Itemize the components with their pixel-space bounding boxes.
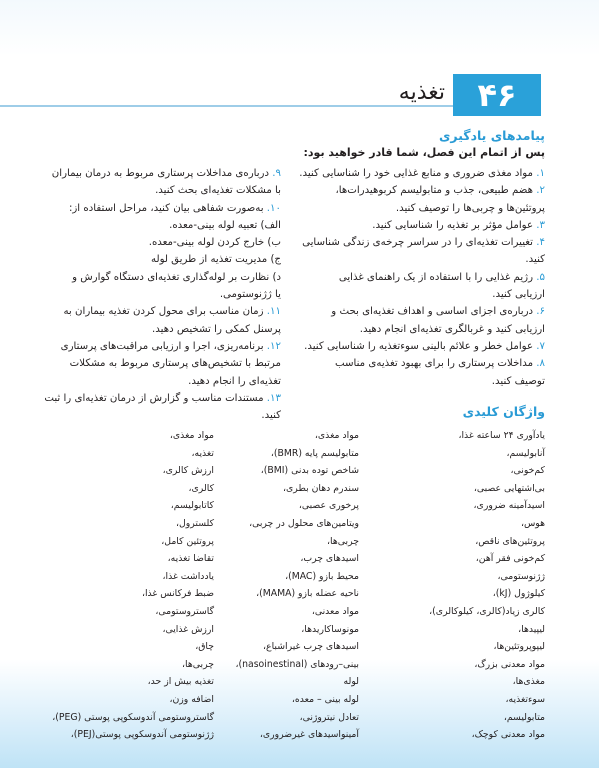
objective-text: تغییرات تغذیه‌ای را در سراسر چرخه‌ی زندگی شناسایی <box>302 237 537 249</box>
keyword-item: اضافه وزن، <box>169 693 214 705</box>
objective-line <box>3 303 281 320</box>
objective-line <box>267 251 545 268</box>
keyword-item: گاستروستومی آندوسکوپی پوستی (PEG)، <box>52 711 214 723</box>
objective-text: یا ژژنوستومی. <box>219 289 281 301</box>
objective-text: مستندات مناسب و گزارش از درمان تغذیه‌ای را ثبت <box>44 392 267 404</box>
objective-line <box>267 165 545 182</box>
keyword-item: اسیدآمینه ضروری، <box>473 500 545 512</box>
objective-number: ۳. <box>536 219 545 231</box>
keyword-item: بینی–رودهای (nasoinestinal)، <box>235 658 359 670</box>
keyword-item: ویتامین‌های محلول در چربی، <box>249 517 359 529</box>
objective-text: کنید. <box>261 410 281 422</box>
objective-text: زمان مناسب برای محول کردن تغذیه بیماران به <box>63 306 267 318</box>
keyword-item: اسیدهای چرب غیراشباع، <box>263 641 359 653</box>
objective-number: ۱۰. <box>266 202 281 214</box>
objective-line <box>3 338 281 355</box>
objective-line <box>3 234 281 251</box>
top-decorative-band <box>0 0 599 56</box>
objective-text: کنید. <box>525 254 545 266</box>
objective-number: ۱۳. <box>266 392 281 404</box>
objective-text: عوامل خطر و علائم بالینی سوءتغذیه را شناسایی کنید. <box>304 340 537 352</box>
objective-text: مرتبط با تشخیص‌های پرستاری مربوط به مشکلات <box>69 358 281 370</box>
keyword-item: چربی‌ها، <box>327 535 359 547</box>
objective-text: پرسنل کمکی را تشخیص دهید. <box>152 323 281 335</box>
objective-number: ۵. <box>536 271 545 283</box>
objective-line <box>3 182 281 199</box>
keyword-item: مواد معدنی بزرگ، <box>474 658 545 670</box>
keyword-item: ناحیه عضله بازو (MAMA)، <box>256 588 359 600</box>
keyword-item: گاستروستومی، <box>155 605 214 617</box>
chapter-title: تغذیه <box>398 80 445 105</box>
keyword-item: مواد مغذی، <box>169 430 214 441</box>
objective-text: پروتئین‌ها و چربی‌ها را توصیف کنید. <box>395 202 545 214</box>
objective-line <box>3 390 281 407</box>
keyword-item: مونوساکاریدها، <box>301 623 359 635</box>
keyword-item: متابولیسم، <box>503 711 545 723</box>
keyword-item: سندرم دهان بطری، <box>283 482 359 494</box>
objective-number: ۸. <box>536 358 545 370</box>
keywords-column-left <box>14 427 214 744</box>
objective-number: ۱۲. <box>266 340 281 352</box>
objective-line <box>267 303 545 320</box>
objective-line <box>3 355 281 372</box>
objectives-list-right <box>267 165 545 390</box>
objective-text: عوامل مؤثر بر تغذیه را شناسایی کنید. <box>372 219 537 231</box>
keyword-item: یادداشت غذا، <box>162 570 214 582</box>
keyword-item: مغذی‌ها، <box>512 676 545 688</box>
objective-line <box>267 286 545 303</box>
objective-line <box>3 165 281 182</box>
objective-text: ارزیابی کنید. <box>492 289 545 301</box>
objective-text: د) نظارت بر لوله‌گذاری تغذیه‌ای دستگاه گوارش و <box>72 271 281 283</box>
keyword-item: ارزش غذایی، <box>162 623 214 635</box>
objective-line <box>267 182 545 199</box>
keyword-item: آنابولیسم، <box>506 447 545 459</box>
keywords-column-right <box>395 427 545 744</box>
keyword-item: متابولیسم پایه (BMR)، <box>270 447 359 459</box>
keyword-item: تقاضا تغذیه، <box>167 553 214 565</box>
keyword-item: کیلوژول (kJ)، <box>492 588 545 600</box>
objective-number: ۹. <box>272 168 281 179</box>
keyword-item: کالری، <box>188 482 214 494</box>
objectives-heading: پیامدهای یادگیری <box>438 128 545 143</box>
objective-text: تغذیه‌ای را انجام دهید. <box>188 375 281 387</box>
objective-line <box>267 355 545 372</box>
objective-line <box>267 217 545 234</box>
keyword-item: پرخوری عصبی، <box>298 500 359 512</box>
keyword-item: کالری زیاد(کالری، کیلوکالری)، <box>429 605 545 617</box>
keyword-item: تغذیه، <box>191 447 214 459</box>
objective-text: مداخلات پرستاری را برای بهبود تغذیه‌ی مناسب <box>334 358 537 370</box>
objective-number: ۴. <box>536 237 545 249</box>
objective-text: درباره‌ی اجزای اساسی و اهداف تغذیه‌ای بحث و <box>331 306 537 318</box>
keyword-item: لوله <box>343 676 359 688</box>
keyword-item: چربی‌ها، <box>182 658 214 670</box>
objective-text: هضم طبیعی، جذب و متابولیسم کربوهیدرات‌ها، <box>335 185 537 197</box>
objective-number: ۶. <box>536 306 545 318</box>
objective-line <box>3 373 281 390</box>
objective-text: مواد مغذی ضروری و منابع غذایی خود را شناسایی کنید. <box>299 168 537 179</box>
objective-line <box>3 200 281 217</box>
objective-line <box>267 338 545 355</box>
objective-line <box>267 200 545 217</box>
keyword-item: شاخص توده بدنی (BMI)، <box>260 465 359 477</box>
keyword-item: هوس، <box>520 517 545 529</box>
keywords-column-middle <box>189 427 359 744</box>
keyword-item: بی‌اشتهایی عصبی، <box>473 482 545 494</box>
keyword-item: کلسترول، <box>176 517 214 529</box>
objective-text: توصیف کنید. <box>491 375 545 387</box>
objective-line <box>3 251 281 268</box>
keyword-item: ارزش کالری، <box>162 465 214 477</box>
objective-text: ب) خارج کردن لوله بینی-معده. <box>148 237 281 249</box>
keyword-item: تغذیه بیش از حد، <box>147 676 214 688</box>
keyword-item: تعادل نیتروژنی، <box>299 711 359 723</box>
keyword-item: پروتئین‌های ناقص، <box>475 535 545 547</box>
objective-text: ارزیابی کنید و غربالگری تغذیه‌ای انجام دهید. <box>359 323 545 335</box>
keyword-item: پروتئین کامل، <box>161 535 214 547</box>
keywords-heading: واژگان کلیدی <box>462 404 545 419</box>
keyword-item: کم‌خونی، <box>510 465 545 477</box>
objective-text: درباره‌ی مداخلات پرستاری مربوط به درمان بیماران <box>51 168 273 179</box>
objective-number: ۱. <box>536 168 545 179</box>
keyword-item: مواد معدنی کوچک، <box>471 729 545 741</box>
keyword-item: کم‌خونی فقر آهن، <box>475 553 545 565</box>
keyword-item: کاتابولیسم، <box>170 500 214 512</box>
objective-line <box>3 286 281 303</box>
objective-line <box>3 269 281 286</box>
objective-number: ۷. <box>536 340 545 352</box>
objective-line <box>3 217 281 234</box>
keyword-item: یادآوری ۲۴ ساعته غذا، <box>458 430 545 441</box>
keyword-item: ژژنوستومی، <box>497 570 545 582</box>
keyword-item: سوءتغذیه، <box>505 693 545 705</box>
chapter-number: ۴۶ <box>453 74 541 116</box>
keyword-item: لیپیدها، <box>518 623 545 635</box>
objective-text: رژیم غذایی را با استفاده از یک راهنمای غذایی <box>338 271 537 283</box>
keyword-item: اسیدهای چرب، <box>300 553 359 565</box>
objectives-intro: پس از اتمام این فصل، شما قادر خواهید بود: <box>303 146 545 159</box>
title-rule <box>0 105 470 107</box>
objective-line <box>267 373 545 390</box>
objective-line <box>267 234 545 251</box>
objectives-list-left <box>3 165 281 424</box>
objective-text: برنامه‌ریزی، اجرا و ارزیابی مراقبت‌های پرستاری <box>60 340 267 352</box>
objective-text: به‌صورت شفاهی بیان کنید، مراحل استفاده از: <box>68 202 267 214</box>
objective-number: ۲. <box>536 185 545 197</box>
keyword-item: چاق، <box>195 641 214 653</box>
objective-text: با مشکلات تغذیه‌ای بحث کنید. <box>155 185 281 197</box>
objective-text: الف) تعبیه لوله بینی-معده. <box>169 219 281 231</box>
keyword-item: مواد مغذی، <box>314 430 359 441</box>
keyword-item: ضبط فرکانس غذا، <box>141 588 214 600</box>
objective-line <box>3 321 281 338</box>
objective-line <box>3 407 281 424</box>
objective-number: ۱۱. <box>266 306 281 318</box>
objective-line <box>267 269 545 286</box>
objective-line <box>267 321 545 338</box>
keyword-item: آمینواسیدهای غیرضروری، <box>259 729 359 741</box>
keyword-item: ژژنوستومی آندوسکوپی پوستی(PEJ)، <box>70 729 214 741</box>
keyword-item: محیط بازو (MAC)، <box>285 570 359 582</box>
keyword-item: لوله بینی – معده، <box>291 693 359 705</box>
objective-text: ج) مدیریت تغذیه از طریق لوله <box>151 254 281 266</box>
keyword-item: لیپوپروتئین‌ها، <box>493 641 545 653</box>
keyword-item: مواد معدنی، <box>311 605 359 617</box>
